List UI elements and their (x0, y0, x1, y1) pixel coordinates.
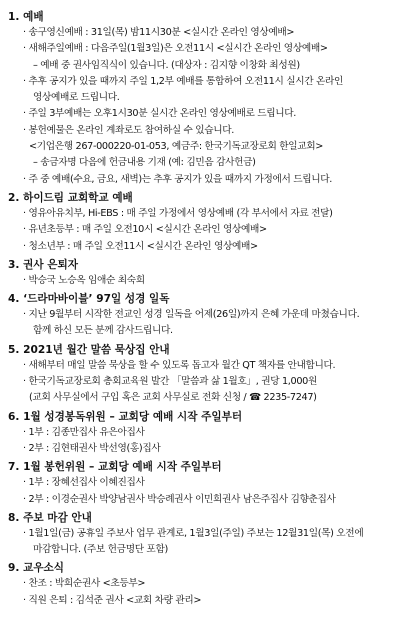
announcement-line: <기업은행 267-000220-01-053, 예금주: 한국기독교장로회 한일교회> (29, 141, 324, 153)
section-title: 5. 2021년 월간 말씀 묵상집 안내 (8, 343, 170, 356)
section-title: 1. 예배 (8, 11, 44, 23)
section-title: 4. ‘드라마바이블’ 97일 성경 일독 (8, 293, 170, 306)
announcement-line: · 영유아유치부, Hi-EBS : 매 주일 가정에서 영상예배 (각 부서에서 자료 전달) (23, 207, 333, 219)
announcement-section (8, 291, 410, 340)
section-title: 3. 권사 은퇴자 (8, 258, 78, 271)
announcement-line: · 찬조 : 박희순권사 <초등부> (23, 578, 146, 590)
announcement-line: · 새해부터 매일 말씀 묵상을 할 수 있도록 돕고자 월간 QT 책자를 안내합니다. (23, 359, 336, 371)
announcement-line: (교회 사무실에서 구입 혹은 교회 사무실로 전화 신청 / ☎ 2235-7247) (29, 392, 317, 404)
announcement-line: · 주일 3부예배는 오후1시30분 실시간 온라인 영상예배로 드립니다. (23, 108, 297, 120)
section-title: 8. 주보 마감 안내 (8, 511, 92, 524)
announcement-line: · 직원 은퇴 : 김석준 권사 <교회 차량 관리> (23, 594, 202, 606)
announcement-line: · 송구영신예배 : 31일(목) 밤11시30분 <실시간 온라인 영상예배> (23, 27, 295, 38)
announcement-line: 함께 하신 모든 분께 감사드립니다. (33, 325, 173, 337)
announcement-section (8, 560, 410, 609)
announcement-section (8, 510, 410, 559)
announcement-line: · 1부 : 김종만집사 유은아집사 (23, 426, 145, 438)
announcement-line: 마감합니다. (주보 헌금명단 포함) (33, 544, 168, 556)
section-title: 6. 1월 성경봉독위원 – 교회당 예배 시작 주일부터 (8, 410, 243, 423)
section-title: 7. 1월 봉헌위원 – 교회당 예배 시작 주일부터 (8, 461, 222, 474)
announcement-line: · 주 중 예배(수요, 금요, 새벽)는 추후 공지가 있을 때까지 가정에서 드립니다. (23, 173, 333, 185)
announcement-line: · 2부 : 김현태권사 박선영(홍)집사 (23, 442, 161, 454)
section-title: 2. 하이드림 교회학교 예배 (8, 191, 133, 204)
announcement-line: · 한국기독교장로회 총회교육원 발간 「말씀과 삶 1월호」, 권당 1,000원 (23, 376, 317, 388)
announcement-line: · 청소년부 : 매 주일 오전11시 <실시간 온라인 영상예배> (23, 240, 258, 252)
section-title: 9. 교우소식 (8, 562, 65, 575)
announcement-line: – 송금자명 다음에 헌금내용 기재 (예: 김민음 감사헌금) (33, 157, 256, 169)
announcement-section (8, 9, 410, 188)
announcement-line: · 1부 : 장혜선집사 이혜진집사 (23, 477, 145, 489)
announcement-line: · 2부 : 이경순권사 박양남권사 박승례권사 이민희권사 남은주집사 김향춘집사 (23, 493, 336, 505)
announcement-line: · 1월1일(금) 공휴일 주보사 업무 관계로, 1월3일(주일) 주보는 12월31일(목) 오전에 (23, 527, 364, 539)
announcement-section (8, 190, 410, 255)
announcement-line: 영상예배로 드립니다. (33, 92, 120, 104)
announcement-line: · 유년초등부 : 매 주일 오전10시 <실시간 온라인 영상예배> (23, 224, 267, 236)
announcement-section (8, 257, 410, 289)
announcement-line: – 예배 중 권사임직식이 있습니다. (대상자 : 김지향 이창화 최성원) (33, 59, 300, 71)
announcement-line: · 추후 공지가 있을 때까지 주일 1,2부 예배를 통합하여 오전11시 실시간 온라인 (23, 75, 343, 87)
announcement-line: · 지난 9월부터 시작한 전교인 성경 일독을 어제(26일)까지 은혜 가운데 마쳤습니다. (23, 309, 360, 321)
announcement-section (8, 409, 410, 458)
announcement-section (8, 342, 410, 407)
announcement-line: · 박승국 노승옥 임애순 최숙희 (23, 274, 145, 286)
announcement-line: · 봉헌예물은 온라인 계좌로도 참여하실 수 있습니다. (23, 124, 235, 136)
announcement-line: · 새해주일예배 : 다음주일(1월3일)은 오전11시 <실시간 온라인 영상예배> (23, 43, 328, 55)
announcement-section (8, 459, 410, 508)
